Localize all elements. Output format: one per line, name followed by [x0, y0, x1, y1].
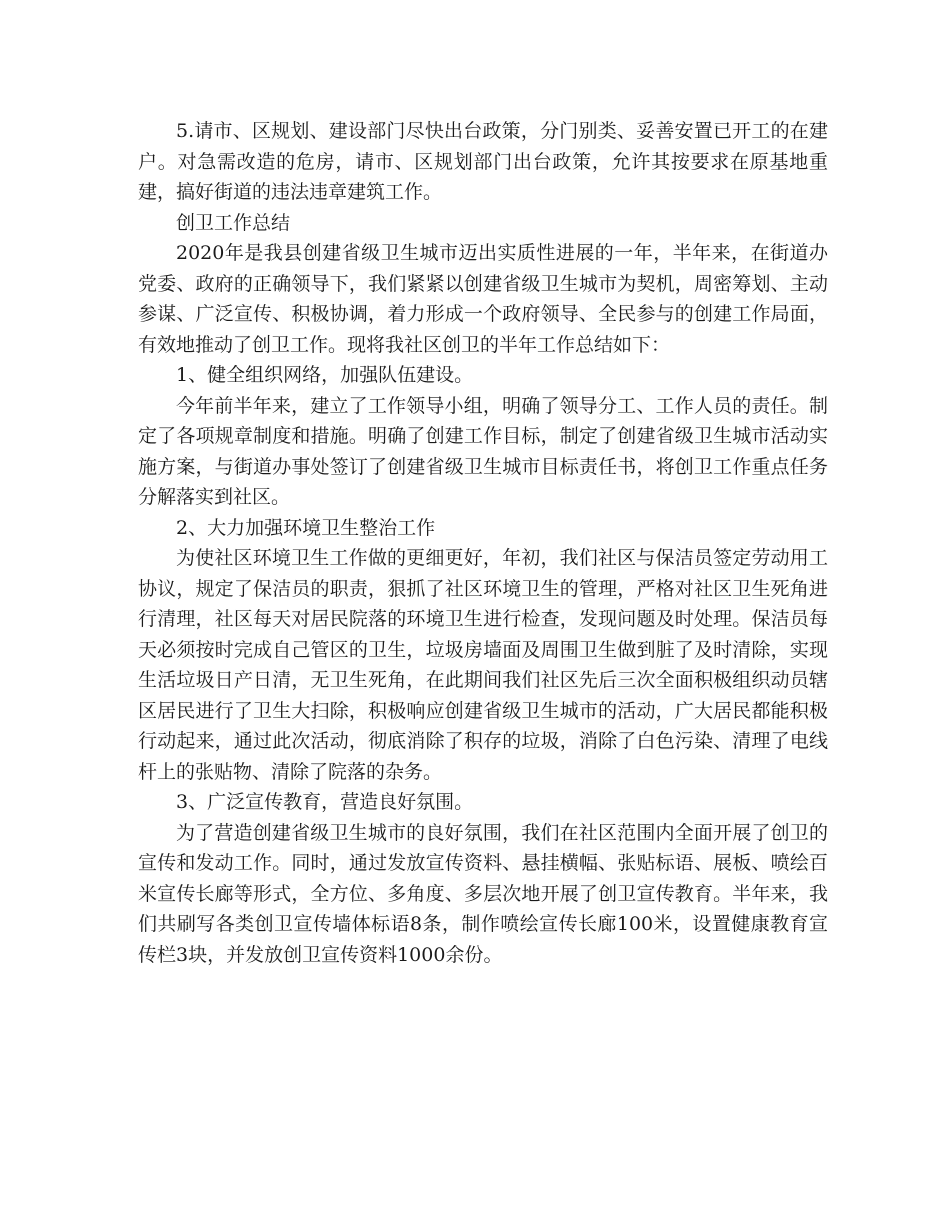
paragraph-organization: 今年前半年来，建立了工作领导小组，明确了领导分工、工作人员的责任。制定了各项规章制度和措施。明确了创建工作目标，制定了创建省级卫生城市活动实施方案，与街道办事处签订了创建省级卫生城市目标责任书，将创卫工作重点任务分解落实到社区。: [138, 394, 828, 508]
paragraph-publicity: 为了营造创建省级卫生城市的良好氛围，我们在社区范围内全面开展了创卫的宣传和发动工作。同时，通过发放宣传资料、悬挂横幅、张贴标语、展板、喷绘百米宣传长廊等形式，全方位、多角度、多层次地开展了创卫宣传教育。半年来，我们共刷写各类创卫宣传墙体标语8条，制作喷绘宣传长廊100米，设置健康教育宣传栏3块，并发放创卫宣传资料1000余份。: [138, 821, 828, 966]
paragraph-policy-request: 5.请市、区规划、建设部门尽快出台政策，分门别类、妥善安置已开工的在建户。对急需改造的危房，请市、区规划部门出台政策，允许其按要求在原基地重建，搞好街道的违法违章建筑工作。: [138, 120, 828, 203]
section-title: 创卫工作总结: [176, 211, 291, 234]
section-heading-2: 2、大力加强环境卫生整治工作: [176, 516, 436, 539]
paragraph-intro: 2020年是我县创建省级卫生城市迈出实质性进展的一年，半年来，在街道办党委、政府的正确领导下，我们紧紧以创建省级卫生城市为契机，周密筹划、主动参谋、广泛宣传、积极协调，着力形成一个政府领导、全民参与的创建工作局面，有效地推动了创卫工作。现将我社区创卫的半年工作总结如下：: [138, 242, 828, 356]
paragraph-environment: 为使社区环境卫生工作做的更细更好，年初，我们社区与保洁员签定劳动用工协议，规定了保洁员的职责，狠抓了社区环境卫生的管理，严格对社区卫生死角进行清理，社区每天对居民院落的环境卫生进行检查，发现问题及时处理。保洁员每天必须按时完成自己管区的卫生，垃圾房墙面及周围卫生做到脏了及时清除，实现生活垃圾日产日清，无卫生死角，在此期间我们社区先后三次全面积极组织动员辖区居民进行了卫生大扫除，积极响应创建省级卫生城市的活动，广大居民都能积极行动起来，通过此次活动，彻底消除了积存的垃圾，消除了白色污染、清理了电线杆上的张贴物、清除了院落的杂务。: [138, 547, 828, 783]
document-body: [138, 116, 828, 970]
section-heading-1: 1、健全组织网络，加强队伍建设。: [176, 364, 474, 386]
section-heading-3: 3、广泛宣传教育，营造良好氛围。: [176, 791, 474, 813]
